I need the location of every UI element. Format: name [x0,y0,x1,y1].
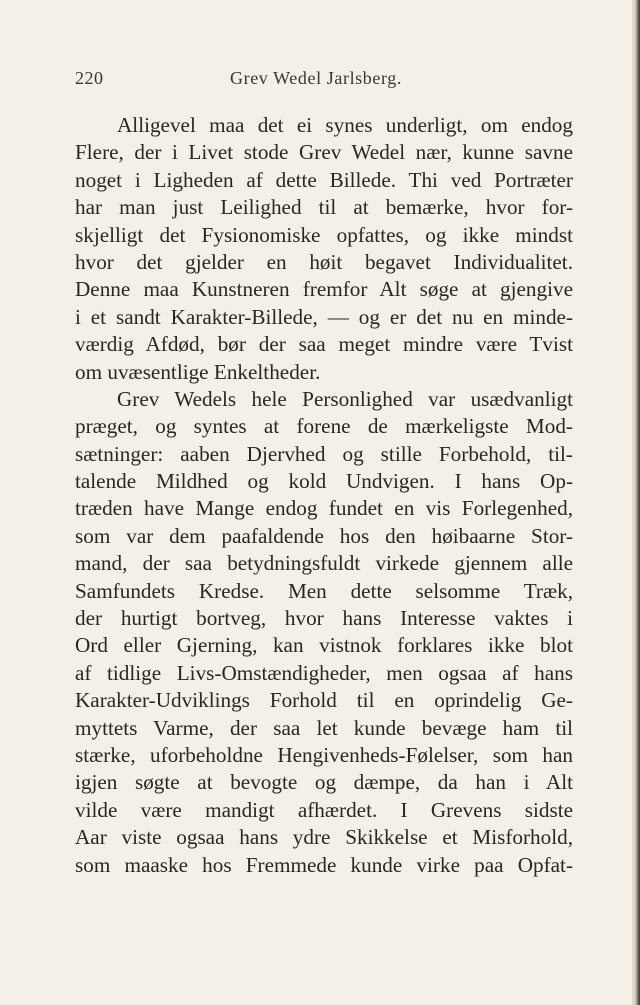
text-line: sætninger: aaben Djervhed og stille Forbehold, til- [75,441,573,466]
page-number: 220 [75,68,104,88]
text-line: af tidlige Livs-Omstændigheder, men ogsaa af hans [75,660,573,685]
text-line: som var dem paafaldende hos den høibaarne Stor- [75,523,573,548]
text-line: igjen søgte at bevogte og dæmpe, da han i Alt [75,770,573,795]
text-line: Aar viste ogsaa hans ydre Skikkelse et Misforhold, [75,825,573,850]
text-line: noget i Ligheden af dette Billede. Thi ved Portræter [75,167,573,192]
running-title: Grev Wedel Jarlsberg. [230,68,402,88]
text-line: præget, og syntes at forene de mærkeligste Mod- [75,414,573,439]
text-line: træden have Mange endog fundet en vis Forlegenhed, [75,496,573,521]
text-line: vilde være mandigt afhærdet. I Grevens sidste [75,797,573,822]
text-line: Ord eller Gjerning, kan vistnok forklares ikke blot [75,633,573,658]
text-line: skjelligt det Fysionomiske opfattes, og ikke mindst [75,222,573,247]
text-line: der hurtigt bortveg, hvor hans Interesse vaktes i [75,606,573,631]
text-line: Alligevel maa det ei synes underligt, om endog [117,113,573,137]
text-line: om uvæsentlige Enkeltheder. [75,359,321,384]
text-line: i et sandt Karakter-Billede, — og er det nu en minde- [75,304,573,329]
text-line: Samfundets Kredse. Men dette selsomme Træk, [75,578,573,603]
text-line: Denne maa Kunstneren fremfor Alt søge at gjengive [75,277,573,302]
text-line: som maaske hos Fremmede kunde virke paa Opfat- [75,852,573,877]
text-line: mand, der saa betydningsfuldt virkede gjennem alle [75,551,573,576]
text-line: hvor det gjelder en høit begavet Individualitet. [75,249,573,274]
text-line: Grev Wedels hele Personlighed var usædvanligt [117,386,573,411]
text-line: Karakter-Udviklings Forhold til en oprindelig Ge- [75,688,573,713]
text-line: Flere, der i Livet stode Grev Wedel nær, kunne savne [75,140,573,165]
page-header [75,68,573,94]
text-line: myttets Varme, der saa let kunde bevæge ham til [75,715,573,740]
text-line: stærke, uforbeholdne Hengivenheds-Følelser, som han [75,742,573,767]
text-line: værdig Afdød, bør der saa meget mindre være Tvist [75,332,573,357]
text-line: talende Mildhed og kold Undvigen. I hans Op- [75,469,573,494]
page-edge-shadow [632,0,640,1005]
text-line: har man just Leilighed til at bemærke, hvor for- [75,195,573,220]
body-text [75,112,573,879]
